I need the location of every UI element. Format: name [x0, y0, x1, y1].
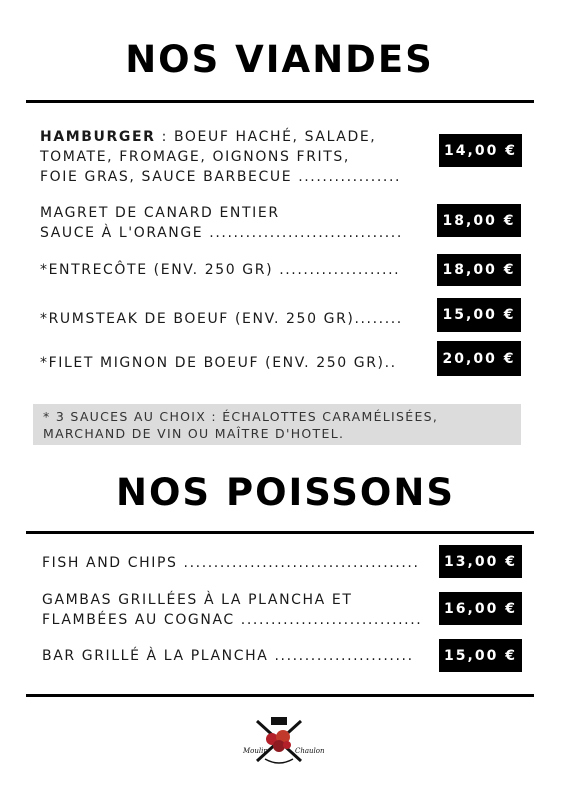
section-title-viandes: NOS VIANDES: [125, 38, 434, 81]
item-desc: TOMATE, FROMAGE, OIGNONS FRITS,: [40, 149, 350, 165]
price-tag: 15,00 €: [439, 639, 522, 672]
svg-text:Moulin: Moulin: [243, 747, 268, 755]
menu-item-entrecote: [40, 260, 400, 280]
menu-item-hamburger: [40, 127, 401, 187]
item-name: HAMBURGER: [40, 129, 156, 145]
svg-text:Chaulon: Chaulon: [295, 747, 325, 755]
menu-item-fish-and-chips: [42, 553, 420, 573]
price-tag: 14,00 €: [439, 134, 522, 167]
item-desc: : BOEUF HACHÉ, SALADE,: [155, 129, 377, 145]
price-tag: 13,00 €: [439, 545, 522, 578]
menu-item-bar-grille: [42, 646, 414, 666]
divider: [26, 100, 534, 103]
menu-item-gambas: [42, 590, 422, 630]
restaurant-logo: [239, 715, 325, 773]
price-tag: 20,00 €: [437, 341, 521, 376]
item-name: *RUMSTEAK DE BOEUF (ENV. 250 GR)........: [40, 311, 403, 327]
menu-item-filet-mignon: [40, 353, 397, 373]
sauce-note: * 3 SAUCES AU CHOIX : ÉCHALOTTES CARAMÉLISÉES, MARCHAND DE VIN OU MAÎTRE D'HOTEL.: [33, 404, 521, 445]
item-name: *FILET MIGNON DE BOEUF (ENV. 250 GR)..: [40, 355, 397, 371]
menu-item-magret: [40, 203, 403, 243]
item-name: GAMBAS GRILLÉES À LA PLANCHA ET: [42, 592, 353, 608]
divider: [26, 694, 534, 697]
price-tag: 18,00 €: [437, 204, 521, 237]
item-name: MAGRET DE CANARD ENTIER: [40, 205, 280, 221]
price-tag: 18,00 €: [437, 254, 521, 286]
item-name: *ENTRECÔTE (ENV. 250 GR) ....................: [40, 262, 401, 278]
item-desc: FLAMBÉES AU COGNAC ..............................: [42, 612, 423, 628]
item-desc: FOIE GRAS, SAUCE BARBECUE .................: [40, 169, 402, 185]
price-tag: 15,00 €: [437, 298, 521, 332]
item-name: BAR GRILLÉ À LA PLANCHA .......................: [42, 648, 414, 664]
item-name: FISH AND CHIPS .......................................: [42, 555, 420, 571]
divider: [26, 531, 534, 534]
item-desc: SAUCE À L'ORANGE ................................: [40, 225, 403, 241]
section-title-poissons: NOS POISSONS: [116, 471, 455, 514]
price-tag: 16,00 €: [439, 592, 522, 625]
menu-item-rumsteak: [40, 309, 403, 329]
